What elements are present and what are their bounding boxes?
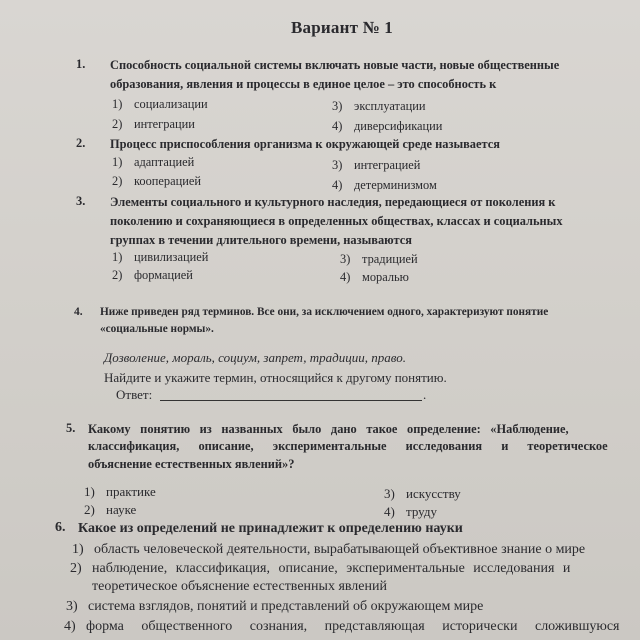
q6-text-line1: Какое из определений не принадлежит к определению науки <box>78 521 463 536</box>
q5-option-3: 3) искусству <box>384 486 461 501</box>
q6-option-4: 4) форма общественного сознания, представляющая исторически сложившуюся <box>64 619 620 634</box>
q4-answer-line <box>160 400 422 401</box>
page-title: Вариант № 1 <box>290 18 394 37</box>
q2-text-line1: Процесс приспособления организма к окружающей среде называется <box>110 137 500 151</box>
q5-option-2: 2) науке <box>84 502 137 517</box>
q2-option-2: 2) кооперацией <box>112 174 201 188</box>
q1-option-4: 4) диверсификации <box>332 119 443 133</box>
q1-number: 1. <box>76 57 86 71</box>
q3-option-1: 1) цивилизацией <box>112 250 209 264</box>
q4-text-line2: «социальные нормы». <box>100 323 214 335</box>
q3-number: 3. <box>76 194 86 208</box>
q3-text-line2: поколению и сохраняющиеся в определенных обществах, классах и социальных <box>110 214 563 228</box>
q4-answer-end: . <box>423 387 427 402</box>
q6-number: 6. <box>55 520 66 535</box>
q6-option-2: 2) наблюдение, классификация, описание, экспериментальные исследования и <box>70 561 571 576</box>
q4-text-line1: Ниже приведен ряд терминов. Все они, за исключением одного, характеризуют понятие <box>100 306 549 318</box>
q3-option-3: 3) традицией <box>340 252 418 266</box>
q1-option-2: 2) интеграции <box>112 117 195 131</box>
q1-text-line2: образования, явления и процессы в единое целое – это способность к <box>110 77 497 91</box>
q4-terms-list: Дозволение, мораль, социум, запрет, традиции, право. <box>104 350 406 365</box>
q2-option-1: 1) адаптацией <box>112 155 195 169</box>
q5-text-line3: объяснение естественных явлений»? <box>88 457 295 471</box>
q1-option-3: 3) эксплуатации <box>332 99 426 113</box>
q3-option-4: 4) моралью <box>340 270 409 284</box>
q4-answer-label: Ответ: <box>116 387 153 402</box>
q2-number: 2. <box>76 136 86 150</box>
q4-number: 4. <box>74 306 83 318</box>
q5-option-1: 1) практике <box>84 484 156 499</box>
q5-text-line2: классификация, описание, экспериментальные исследования и теоретическое <box>88 439 608 453</box>
q6-option-3: 3) система взглядов, понятий и представлений об окружающем мире <box>66 599 484 614</box>
q2-option-3: 3) интеграцией <box>332 158 421 172</box>
q3-text-line1: Элементы социального и культурного наследия, передающиеся от поколения к <box>110 195 556 209</box>
q4-instruction: Найдите и укажите термин, относящийся к другому понятию. <box>104 370 447 385</box>
q6-option-2-continued: теоретическое объяснение естественных явлений <box>92 579 387 594</box>
q5-text-line1: Какому понятию из названных было дано такое определение: «Наблюдение, <box>88 422 569 436</box>
q3-text-line3: группах в течении длительного времени, называются <box>110 233 412 247</box>
q5-number: 5. <box>66 421 76 435</box>
q2-option-4: 4) детерминизмом <box>332 178 437 192</box>
q1-text-line1: Способность социальной системы включать новые части, новые общественные <box>110 58 560 72</box>
q5-option-4: 4) труду <box>384 504 437 519</box>
q1-option-1: 1) социализации <box>112 97 208 111</box>
q3-option-2: 2) формацией <box>112 268 193 282</box>
q6-option-1: 1) область человеческой деятельности, вырабатывающей объективное знание о мире <box>72 542 586 557</box>
